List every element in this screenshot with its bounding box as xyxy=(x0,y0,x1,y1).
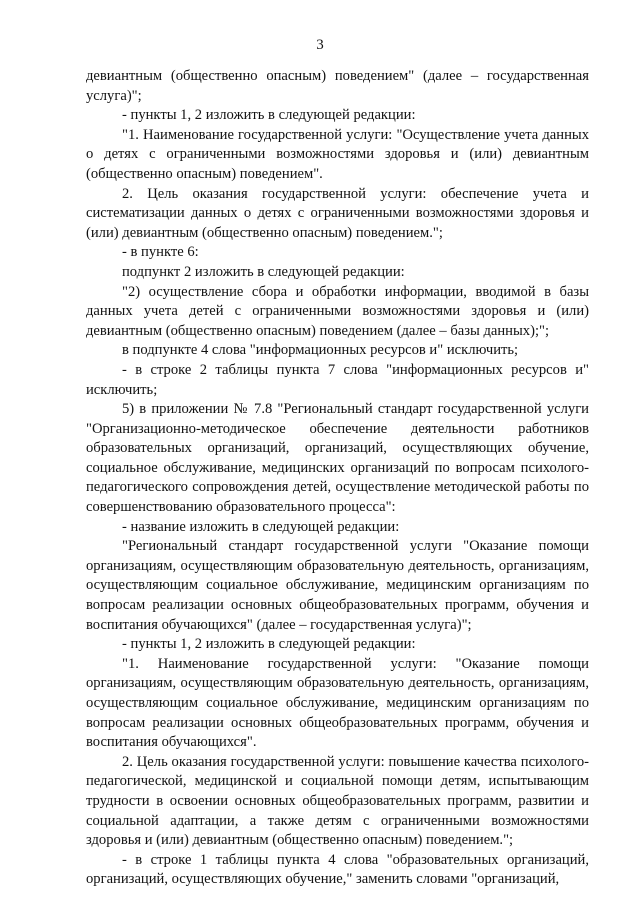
paragraph: 2. Цель оказания государственной услуги: повышение качества психолого-педагогической, медицинской и социальной помощи детям, испытывающим трудности в освоении основных общеобразовательных программ, развитии и социальной адаптации, а также детям с ограниченными возможностями здоровья и (или) девиантным (общественно опасным) поведением."; xyxy=(86,753,589,849)
page-number: 3 xyxy=(316,37,324,53)
paragraph: - в строке 2 таблицы пункта 7 слова "информационных ресурсов и" исключить; xyxy=(86,361,589,398)
paragraph: девиантным (общественно опасным) поведением" (далее – государственная услуга)"; xyxy=(86,68,589,104)
paragraph: - в строке 1 таблицы пункта 4 слова "образовательных организаций, организаций, осуществляющих обучение," заменить словами "организаций, xyxy=(86,851,589,888)
paragraph: "1. Наименование государственной услуги: "Осуществление учета данных о детях с ограниченными возможностями здоровья и (или) девиантным (общественно опасным) поведением". xyxy=(86,126,589,182)
paragraph: "Региональный стандарт государственной услуги "Оказание помощи организациям, осуществляющим образовательную деятельность, организациям, осуществляющим социальное обслуживание, медицинским организациям по вопросам реализации основных общеобразовательных программ, обучения и воспитания обучающихся" (далее – государственная услуга)"; xyxy=(86,538,589,633)
document-body xyxy=(86,67,589,890)
paragraph: в подпункте 4 слова "информационных ресурсов и" исключить; xyxy=(122,342,519,359)
paragraph: - название изложить в следующей редакции: xyxy=(122,518,400,535)
paragraph: подпункт 2 изложить в следующей редакции: xyxy=(122,263,405,280)
paragraph: 2. Цель оказания государственной услуги: обеспечение учета и систематизации данных о детях с ограниченными возможностями здоровья и (или) девиантным (общественно опасным) поведением."; xyxy=(86,185,589,241)
paragraph: - пункты 1, 2 изложить в следующей редакции: xyxy=(122,636,416,653)
paragraph: - пункты 1, 2 изложить в следующей редакции: xyxy=(122,107,416,124)
paragraph: - в пункте 6: xyxy=(122,244,199,261)
paragraph: "1. Наименование государственной услуги: "Оказание помощи организациям, осуществляющим образовательную деятельность, организациям, осуществляющим социальное обслуживание, медицинским организациям по вопросам реализации основных общеобразовательных программ, обучения и воспитания обучающихся". xyxy=(86,655,589,751)
paragraph: 5) в приложении № 7.8 "Региональный стандарт государственной услуги "Организационно-методическое обеспечение деятельности работников образовательных организаций, организаций, осуществляющих обучение, социальное обслуживание, медицинских организаций по вопросам психолого-педагогического сопровождения детей, осуществление методической работы по совершенствованию образовательного процесса": xyxy=(86,401,589,516)
paragraph: "2) осуществление сбора и обработки информации, вводимой в базы данных учета детей с ограниченными возможностями здоровья и (или) девиантным (общественно опасным) поведением (далее – базы данных);"; xyxy=(86,283,589,339)
